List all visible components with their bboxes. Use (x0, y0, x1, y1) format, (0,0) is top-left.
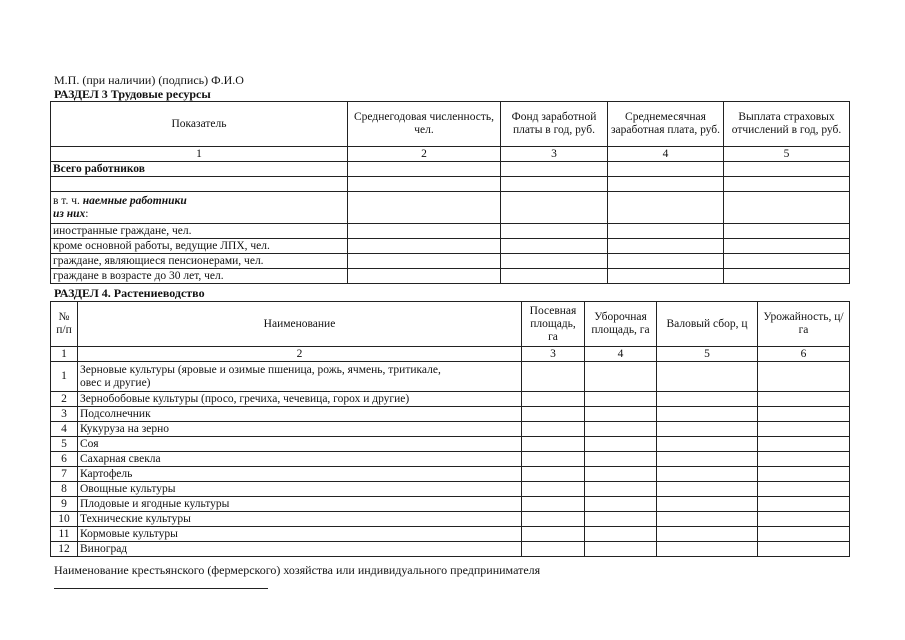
input-cell[interactable] (585, 422, 657, 437)
table-row (51, 512, 850, 527)
row-label-total-workers: Всего работников (51, 162, 348, 177)
input-cell[interactable] (608, 269, 724, 284)
col-header-indicator: Показатель (51, 102, 348, 147)
input-cell[interactable] (724, 192, 850, 224)
col-number: 3 (522, 347, 585, 362)
input-cell[interactable] (608, 192, 724, 224)
table-row (51, 362, 850, 392)
section3-title: РАЗДЕЛ 3 Трудовые ресурсы (54, 87, 211, 101)
crop-name: Сахарная свекла (78, 452, 522, 467)
col-header-name: Наименование (78, 302, 522, 347)
input-cell[interactable] (657, 512, 758, 527)
row-label-foreign-citizens: иностранные граждане, чел. (51, 224, 348, 239)
input-cell[interactable] (348, 224, 501, 239)
input-cell[interactable] (724, 269, 850, 284)
table-row (51, 542, 850, 557)
col-number: 1 (51, 347, 78, 362)
input-cell[interactable] (522, 362, 585, 392)
table-row (51, 497, 850, 512)
table-row (51, 452, 850, 467)
input-cell[interactable] (657, 467, 758, 482)
stamp-signature-line: М.П. (при наличии) (подпись) Ф.И.О (54, 73, 244, 87)
table-row (51, 224, 850, 239)
input-cell[interactable] (501, 162, 608, 177)
table-row (51, 392, 850, 407)
col-number: 6 (758, 347, 850, 362)
input-cell[interactable] (758, 362, 850, 392)
row-label-pensioners: граждане, являющиеся пенсионерами, чел. (51, 254, 348, 269)
input-cell[interactable] (758, 422, 850, 437)
of-them-colon: : (85, 207, 89, 220)
input-cell[interactable] (348, 192, 501, 224)
input-cell[interactable] (501, 239, 608, 254)
input-cell[interactable] (758, 407, 850, 422)
table-row (51, 162, 850, 177)
input-cell[interactable] (758, 527, 850, 542)
crop-name: Кукуруза на зерно (78, 422, 522, 437)
input-cell[interactable] (758, 482, 850, 497)
input-cell[interactable] (348, 269, 501, 284)
crop-name-line2: овес и другие) (80, 376, 151, 389)
input-cell[interactable] (758, 497, 850, 512)
input-cell[interactable] (657, 392, 758, 407)
table-row (51, 254, 850, 269)
col-number: 2 (348, 147, 501, 162)
input-cell[interactable] (522, 407, 585, 422)
input-cell[interactable] (724, 239, 850, 254)
table-row (51, 407, 850, 422)
of-them-label: из них (53, 207, 86, 220)
row-number: 12 (51, 542, 78, 557)
row-number: 2 (51, 392, 78, 407)
input-cell[interactable] (657, 542, 758, 557)
input-cell[interactable] (758, 437, 850, 452)
input-cell[interactable] (608, 254, 724, 269)
crop-name: Зернобобовые культуры (просо, гречиха, чечевица, горох и другие) (78, 392, 522, 407)
input-cell[interactable] (501, 224, 608, 239)
crop-name (78, 362, 522, 392)
table-header-row (51, 102, 850, 147)
input-cell[interactable] (522, 422, 585, 437)
input-cell[interactable] (348, 177, 501, 192)
col-number: 2 (78, 347, 522, 362)
crop-name: Технические культуры (78, 512, 522, 527)
hired-workers-label: наемные работники (82, 194, 187, 207)
col-header-sown-area: Посевная площадь, га (522, 302, 585, 347)
input-cell[interactable] (657, 407, 758, 422)
input-cell[interactable] (657, 362, 758, 392)
crop-name: Соя (78, 437, 522, 452)
input-cell[interactable] (585, 512, 657, 527)
crop-name: Плодовые и ягодные культуры (78, 497, 522, 512)
input-cell[interactable] (522, 512, 585, 527)
col-number: 1 (51, 147, 348, 162)
input-cell[interactable] (608, 177, 724, 192)
table-row (51, 467, 850, 482)
column-number-row (51, 347, 850, 362)
row-number: 7 (51, 467, 78, 482)
row-label-hired-workers (51, 192, 348, 224)
input-cell[interactable] (522, 497, 585, 512)
farm-name-label: Наименование крестьянского (фермерского) хозяйства или индивидуального предпринимателя (54, 563, 541, 577)
input-cell[interactable] (608, 224, 724, 239)
crop-name: Подсолнечник (78, 407, 522, 422)
input-cell[interactable] (501, 254, 608, 269)
col-header-insurance-payments: Выплата страховых отчислений в год, руб. (724, 102, 850, 147)
input-cell[interactable] (522, 542, 585, 557)
input-cell[interactable] (758, 467, 850, 482)
table-header-row (51, 302, 850, 347)
row-number: 9 (51, 497, 78, 512)
input-cell[interactable] (522, 527, 585, 542)
col-header-harvested-area: Уборочная площадь, га (585, 302, 657, 347)
input-cell[interactable] (758, 542, 850, 557)
input-cell[interactable] (657, 452, 758, 467)
col-header-gross-yield: Валовый сбор, ц (657, 302, 758, 347)
col-header-productivity: Урожайность, ц/га (758, 302, 850, 347)
row-label-lph: кроме основной работы, ведущие ЛПХ, чел. (51, 239, 348, 254)
input-cell[interactable] (758, 392, 850, 407)
input-cell[interactable] (608, 239, 724, 254)
column-number-row (51, 147, 850, 162)
input-cell[interactable] (522, 437, 585, 452)
input-cell[interactable] (348, 254, 501, 269)
col-number: 4 (608, 147, 724, 162)
input-cell[interactable] (585, 482, 657, 497)
input-cell[interactable] (657, 482, 758, 497)
input-cell[interactable] (608, 162, 724, 177)
input-cell[interactable] (348, 239, 501, 254)
input-cell[interactable] (724, 254, 850, 269)
input-cell[interactable] (724, 177, 850, 192)
input-cell[interactable] (522, 392, 585, 407)
input-cell[interactable] (501, 177, 608, 192)
input-cell[interactable] (585, 467, 657, 482)
input-cell[interactable] (657, 422, 758, 437)
farm-name-signature-line[interactable] (54, 588, 268, 589)
col-header-avg-monthly-salary: Среднемесячная заработная плата, руб. (608, 102, 724, 147)
input-cell[interactable] (348, 162, 501, 177)
table-row (51, 422, 850, 437)
input-cell[interactable] (522, 452, 585, 467)
input-cell[interactable] (585, 542, 657, 557)
input-cell[interactable] (657, 497, 758, 512)
input-cell[interactable] (758, 512, 850, 527)
table-row (51, 527, 850, 542)
input-cell[interactable] (585, 452, 657, 467)
incl-prefix: в т. ч. (53, 194, 83, 207)
table-row (51, 177, 850, 192)
table-row (51, 192, 850, 224)
row-number: 3 (51, 407, 78, 422)
input-cell[interactable] (585, 407, 657, 422)
col-header-avg-headcount: Среднегодовая численность, чел. (348, 102, 501, 147)
row-number: 11 (51, 527, 78, 542)
col-header-number: № п/п (51, 302, 78, 347)
table-row (51, 269, 850, 284)
input-cell[interactable] (657, 527, 758, 542)
col-number: 4 (585, 347, 657, 362)
crop-production-table (50, 301, 850, 557)
input-cell[interactable] (522, 467, 585, 482)
input-cell[interactable] (585, 392, 657, 407)
row-number: 8 (51, 482, 78, 497)
col-number: 3 (501, 147, 608, 162)
input-cell[interactable] (522, 482, 585, 497)
row-number: 1 (51, 362, 78, 392)
row-number: 6 (51, 452, 78, 467)
input-cell[interactable] (657, 437, 758, 452)
col-number: 5 (657, 347, 758, 362)
input-cell[interactable] (758, 452, 850, 467)
input-cell[interactable] (585, 527, 657, 542)
crop-name-line1: Зерновые культуры (яровые и озимые пшеница, рожь, ячмень, тритикале, (80, 363, 441, 376)
input-cell[interactable] (501, 269, 608, 284)
table-row (51, 482, 850, 497)
input-cell[interactable] (585, 362, 657, 392)
section4-title: РАЗДЕЛ 4. Растениеводство (54, 286, 205, 300)
input-cell[interactable] (724, 224, 850, 239)
col-number: 5 (724, 147, 850, 162)
table-row (51, 239, 850, 254)
row-number: 4 (51, 422, 78, 437)
crop-name: Картофель (78, 467, 522, 482)
empty-cell (51, 177, 348, 192)
row-label-under-30: граждане в возрасте до 30 лет, чел. (51, 269, 348, 284)
crop-name: Виноград (78, 542, 522, 557)
input-cell[interactable] (501, 192, 608, 224)
input-cell[interactable] (585, 437, 657, 452)
col-header-payroll-fund: Фонд заработной платы в год, руб. (501, 102, 608, 147)
input-cell[interactable] (724, 162, 850, 177)
row-number: 10 (51, 512, 78, 527)
crop-name: Овощные культуры (78, 482, 522, 497)
table-row (51, 437, 850, 452)
crop-name: Кормовые культуры (78, 527, 522, 542)
input-cell[interactable] (585, 497, 657, 512)
row-number: 5 (51, 437, 78, 452)
labor-resources-table (50, 101, 850, 284)
